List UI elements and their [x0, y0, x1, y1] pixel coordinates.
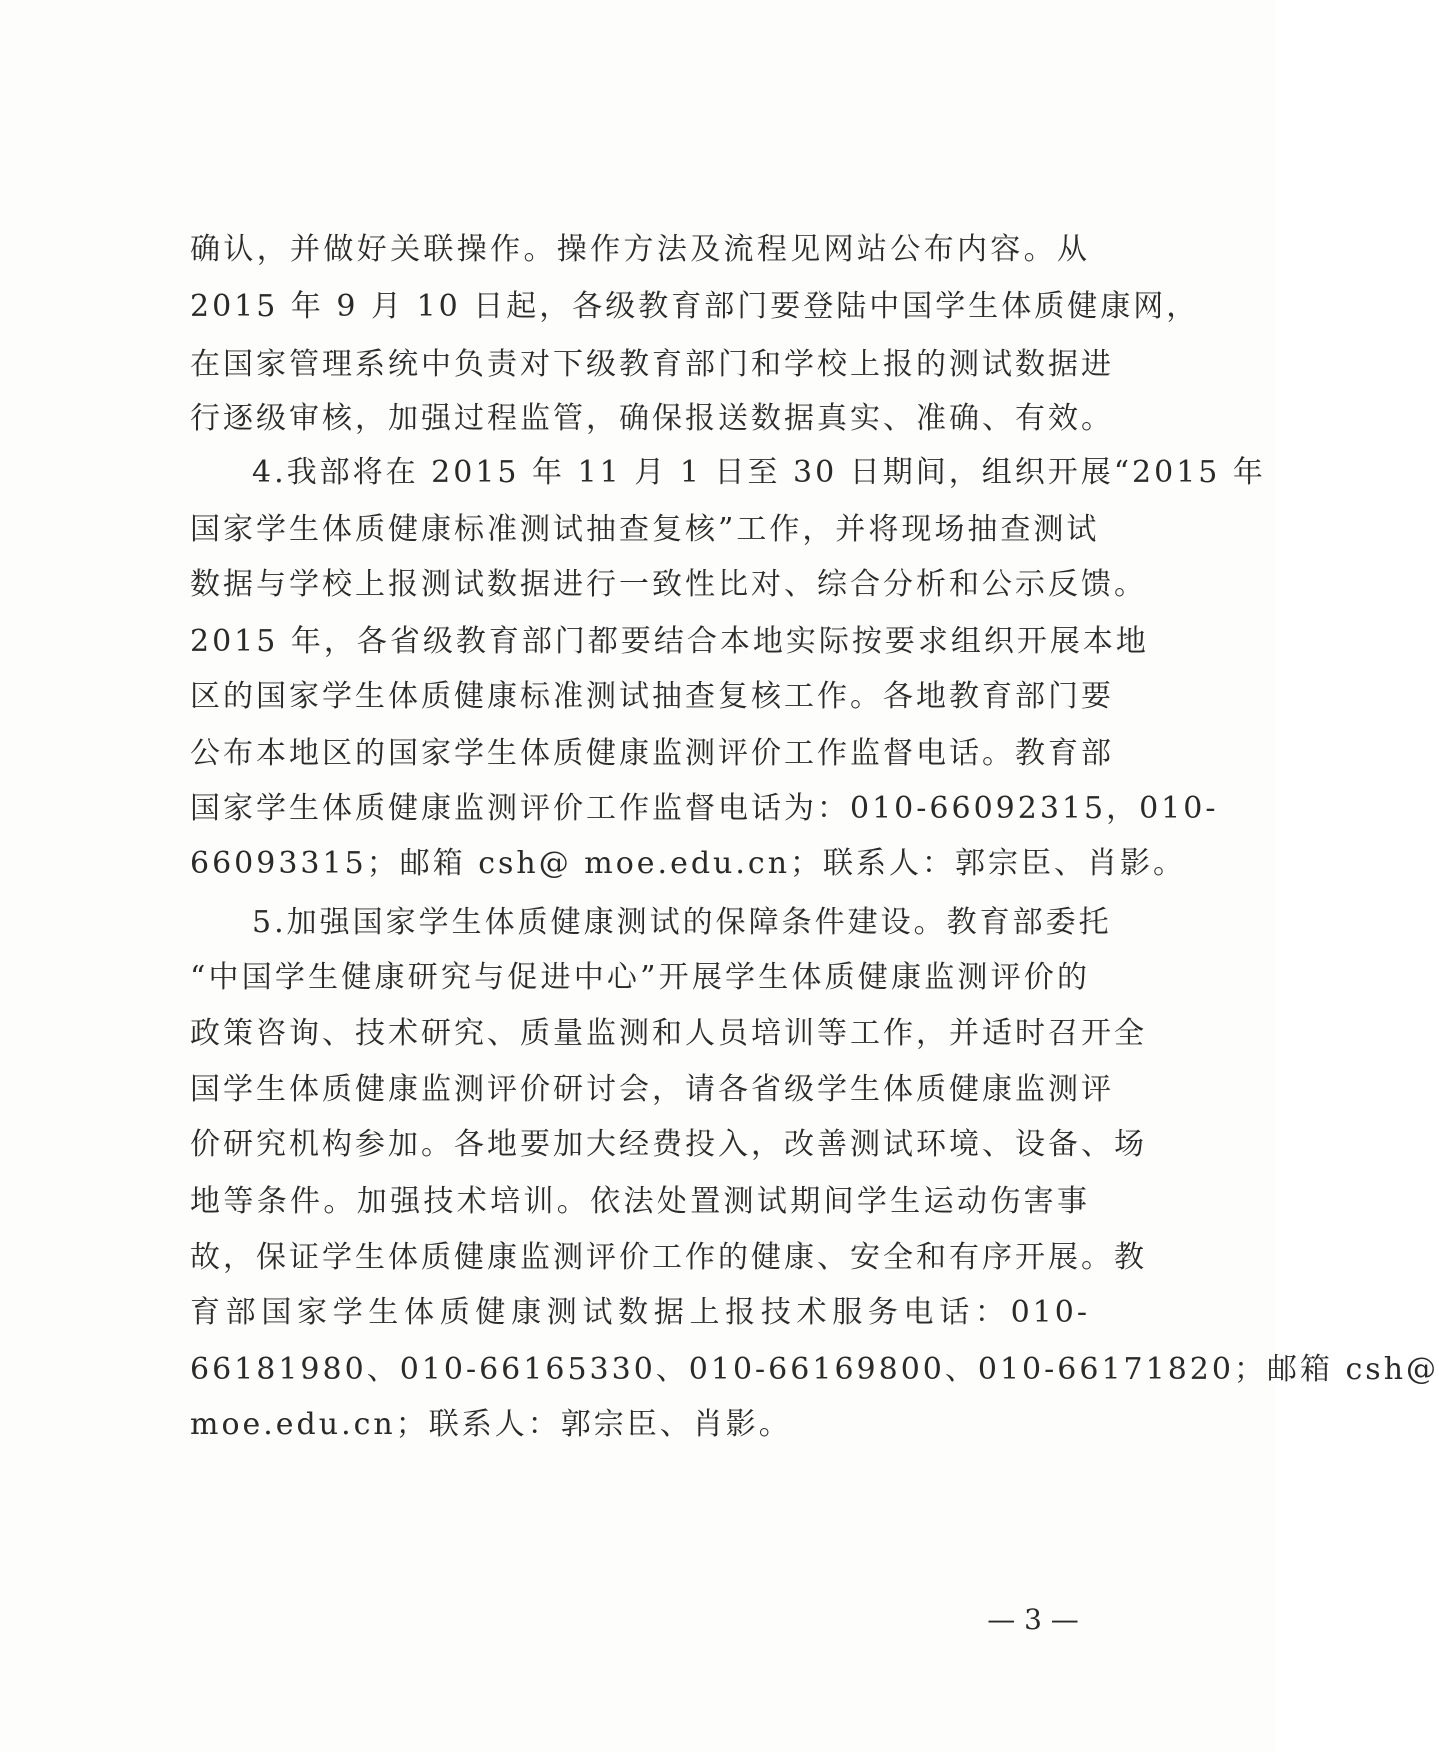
body-text-line: 故，保证学生体质健康监测评价工作的健康、安全和有序开展。教	[190, 1240, 1147, 1275]
body-text-line: 地等条件。加强技术培训。依法处置测试期间学生运动伤害事	[190, 1184, 1090, 1219]
body-text-line: 国家学生体质健康监测评价工作监督电话为：010-66092315，010-	[190, 791, 1219, 826]
body-text-line: 2015 年 9 月 10 日起，各级教育部门要登陆中国学生体质健康网，	[190, 289, 1200, 324]
body-text-line: 2015 年，各省级教育部门都要结合本地实际按要求组织开展本地	[190, 624, 1149, 659]
page-number: — 3 —	[987, 1603, 1079, 1636]
body-text-line: 确认，并做好关联操作。操作方法及流程见网站公布内容。从	[190, 232, 1090, 267]
body-text-line: “中国学生健康研究与促进中心”开展学生体质健康监测评价的	[190, 960, 1090, 995]
body-text-line: 公布本地区的国家学生体质健康监测评价工作监督电话。教育部	[190, 736, 1114, 771]
body-text-line: 行逐级审核，加强过程监管，确保报送数据真实、准确、有效。	[190, 401, 1114, 436]
body-text-line: moe.edu.cn；联系人：郭宗臣、肖影。	[190, 1407, 792, 1442]
body-text-line: 政策咨询、技术研究、质量监测和人员培训等工作，并适时召开全	[190, 1016, 1147, 1051]
paragraph-4-first-line: 4.我部将在 2015 年 11 月 1 日至 30 日期间，组织开展“2015 年	[252, 455, 1266, 490]
body-text-line: 66181980、010-66165330、010-66169800、010-66171820；邮箱 csh@	[190, 1352, 1439, 1387]
paragraph-5-first-line: 5.加强国家学生体质健康测试的保障条件建设。教育部委托	[252, 905, 1112, 940]
body-text-line: 国家学生体质健康标准测试抽查复核”工作，并将现场抽查测试	[190, 512, 1100, 547]
body-text-line: 在国家管理系统中负责对下级教育部门和学校上报的测试数据进	[190, 347, 1114, 382]
body-text-line: 价研究机构参加。各地要加大经费投入，改善测试环境、设备、场	[190, 1127, 1147, 1162]
body-text-line: 区的国家学生体质健康标准测试抽查复核工作。各地教育部门要	[190, 679, 1114, 714]
body-text-line: 66093315；邮箱 csh@ moe.edu.cn；联系人：郭宗臣、肖影。	[190, 846, 1187, 881]
body-text-line: 国学生体质健康监测评价研讨会，请各省级学生体质健康监测评	[190, 1072, 1114, 1107]
body-text-line: 育部国家学生体质健康测试数据上报技术服务电话：010-	[190, 1295, 1090, 1330]
body-text-line: 数据与学校上报测试数据进行一致性比对、综合分析和公示反馈。	[190, 567, 1147, 602]
